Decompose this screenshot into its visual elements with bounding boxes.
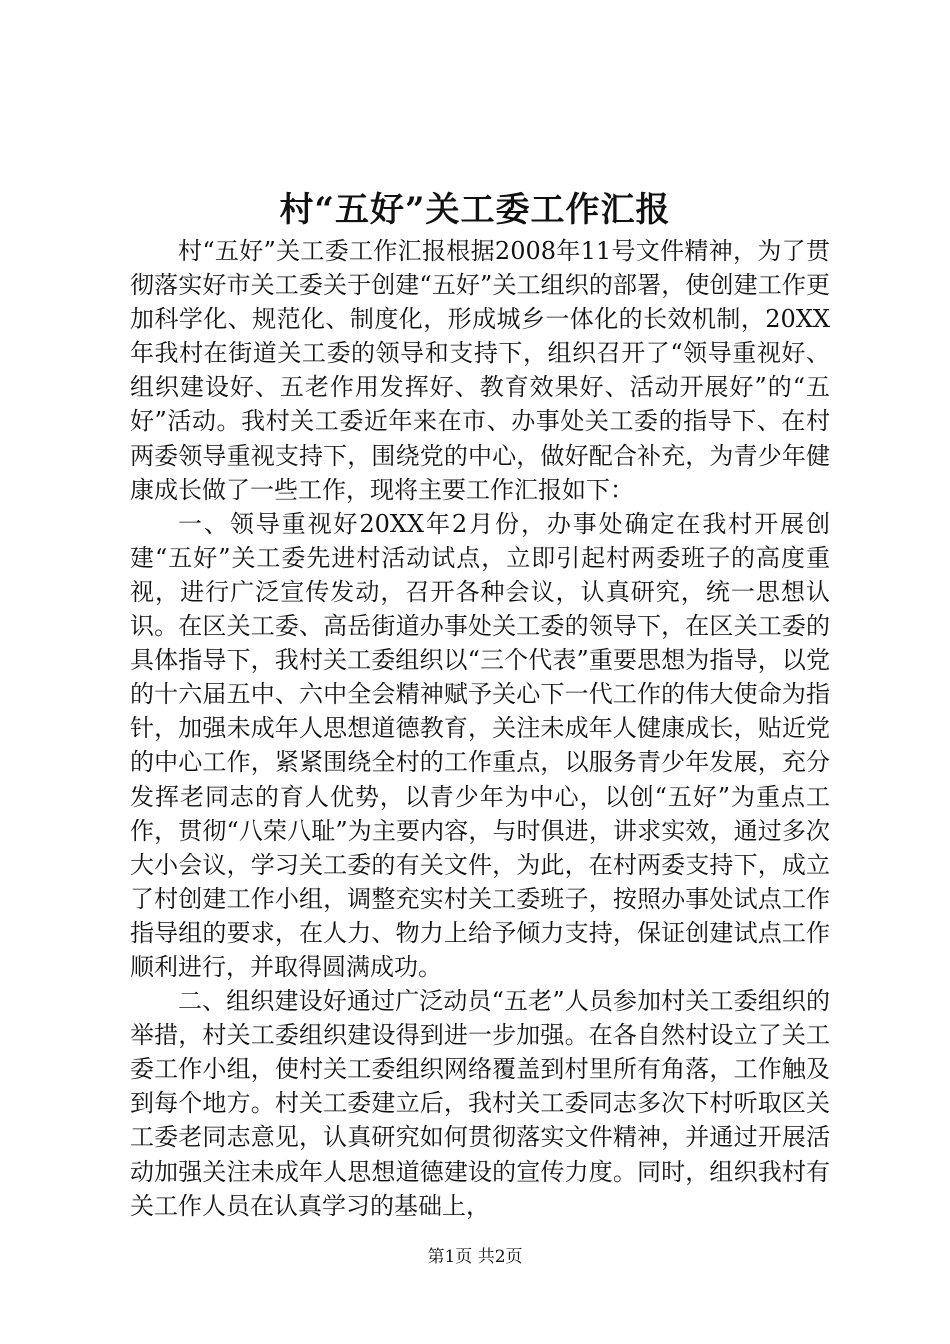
paragraph-intro: 村“五好”关工委工作汇报根据2008年11号文件精神，为了贯彻落实好市关工委关于创建“五好”关工组织的部署，使创建工作更加科学化、规范化、制度化，形成城乡一体化的长效机制，20XX年我村在街道关工委的领导和支持下，组织召开了“领导重视好、组织建设好、五老作用发挥好、教育效果好、活动开展好”的“五好”活动。我村关工委近年来在市、办事处关工委的指导下、在村两委领导重视支持下，围绕党的中心，做好配合补充，为青少年健康成长做了一些工作，现将主要工作汇报如下： bbox=[130, 237, 830, 504]
paragraph-leadership: 一、领导重视好20XX年2月份，办事处确定在我村开展创建“五好”关工委先进村活动试点，立即引起村两委班子的高度重视，进行广泛宣传发动，召开各种会议，认真研究，统一思想认识。在区关工委、高岳街道办事处关工委的领导下，在区关工委的具体指导下，我村关工委组织以“三个代表”重要思想为指导，以党的十六届五中、六中全会精神赋予关心下一代工作的伟大使命为指针，加强未成年人思想道德教育，关注未成年人健康成长，贴近党的中心工作，紧紧围绕全村的工作重点，以服务青少年发展，充分发挥老同志的育人优势，以青少年为中心，以创“五好”为重点工作，贯彻“八荣八耻”为主要内容，与时俱进，讲求实效，通过多次大小会议，学习关工委的有关文件，为此，在村两委支持下，成立了村创建工作小组，调整充实村关工委班子，按照办事处试点工作指导组的要求，在人力、物力上给予倾力支持，保证创建试点工作顺利进行，并取得圆满成功。 bbox=[130, 509, 830, 981]
page-number-footer: 第1页 共2页 bbox=[427, 1247, 523, 1267]
document-title: 村“五好”关工委工作汇报 bbox=[279, 190, 671, 230]
paragraph-organization: 二、组织建设好通过广泛动员“五老”人员参加村关工委组织的举措，村关工委组织建设得到进一步加强。在各自然村设立了关工委工作小组，使村关工委组织网络覆盖到村里所有角落，工作触及到每个地方。村关工委建立后，我村关工委同志多次下村听取区关工委老同志意见，认真研究如何贯彻落实文件精神，并通过开展活动加强关注未成年人思想道德建设的宣传力度。同时，组织我村有关工作人员在认真学习的基础上， bbox=[130, 987, 830, 1220]
document-body bbox=[130, 234, 830, 1223]
